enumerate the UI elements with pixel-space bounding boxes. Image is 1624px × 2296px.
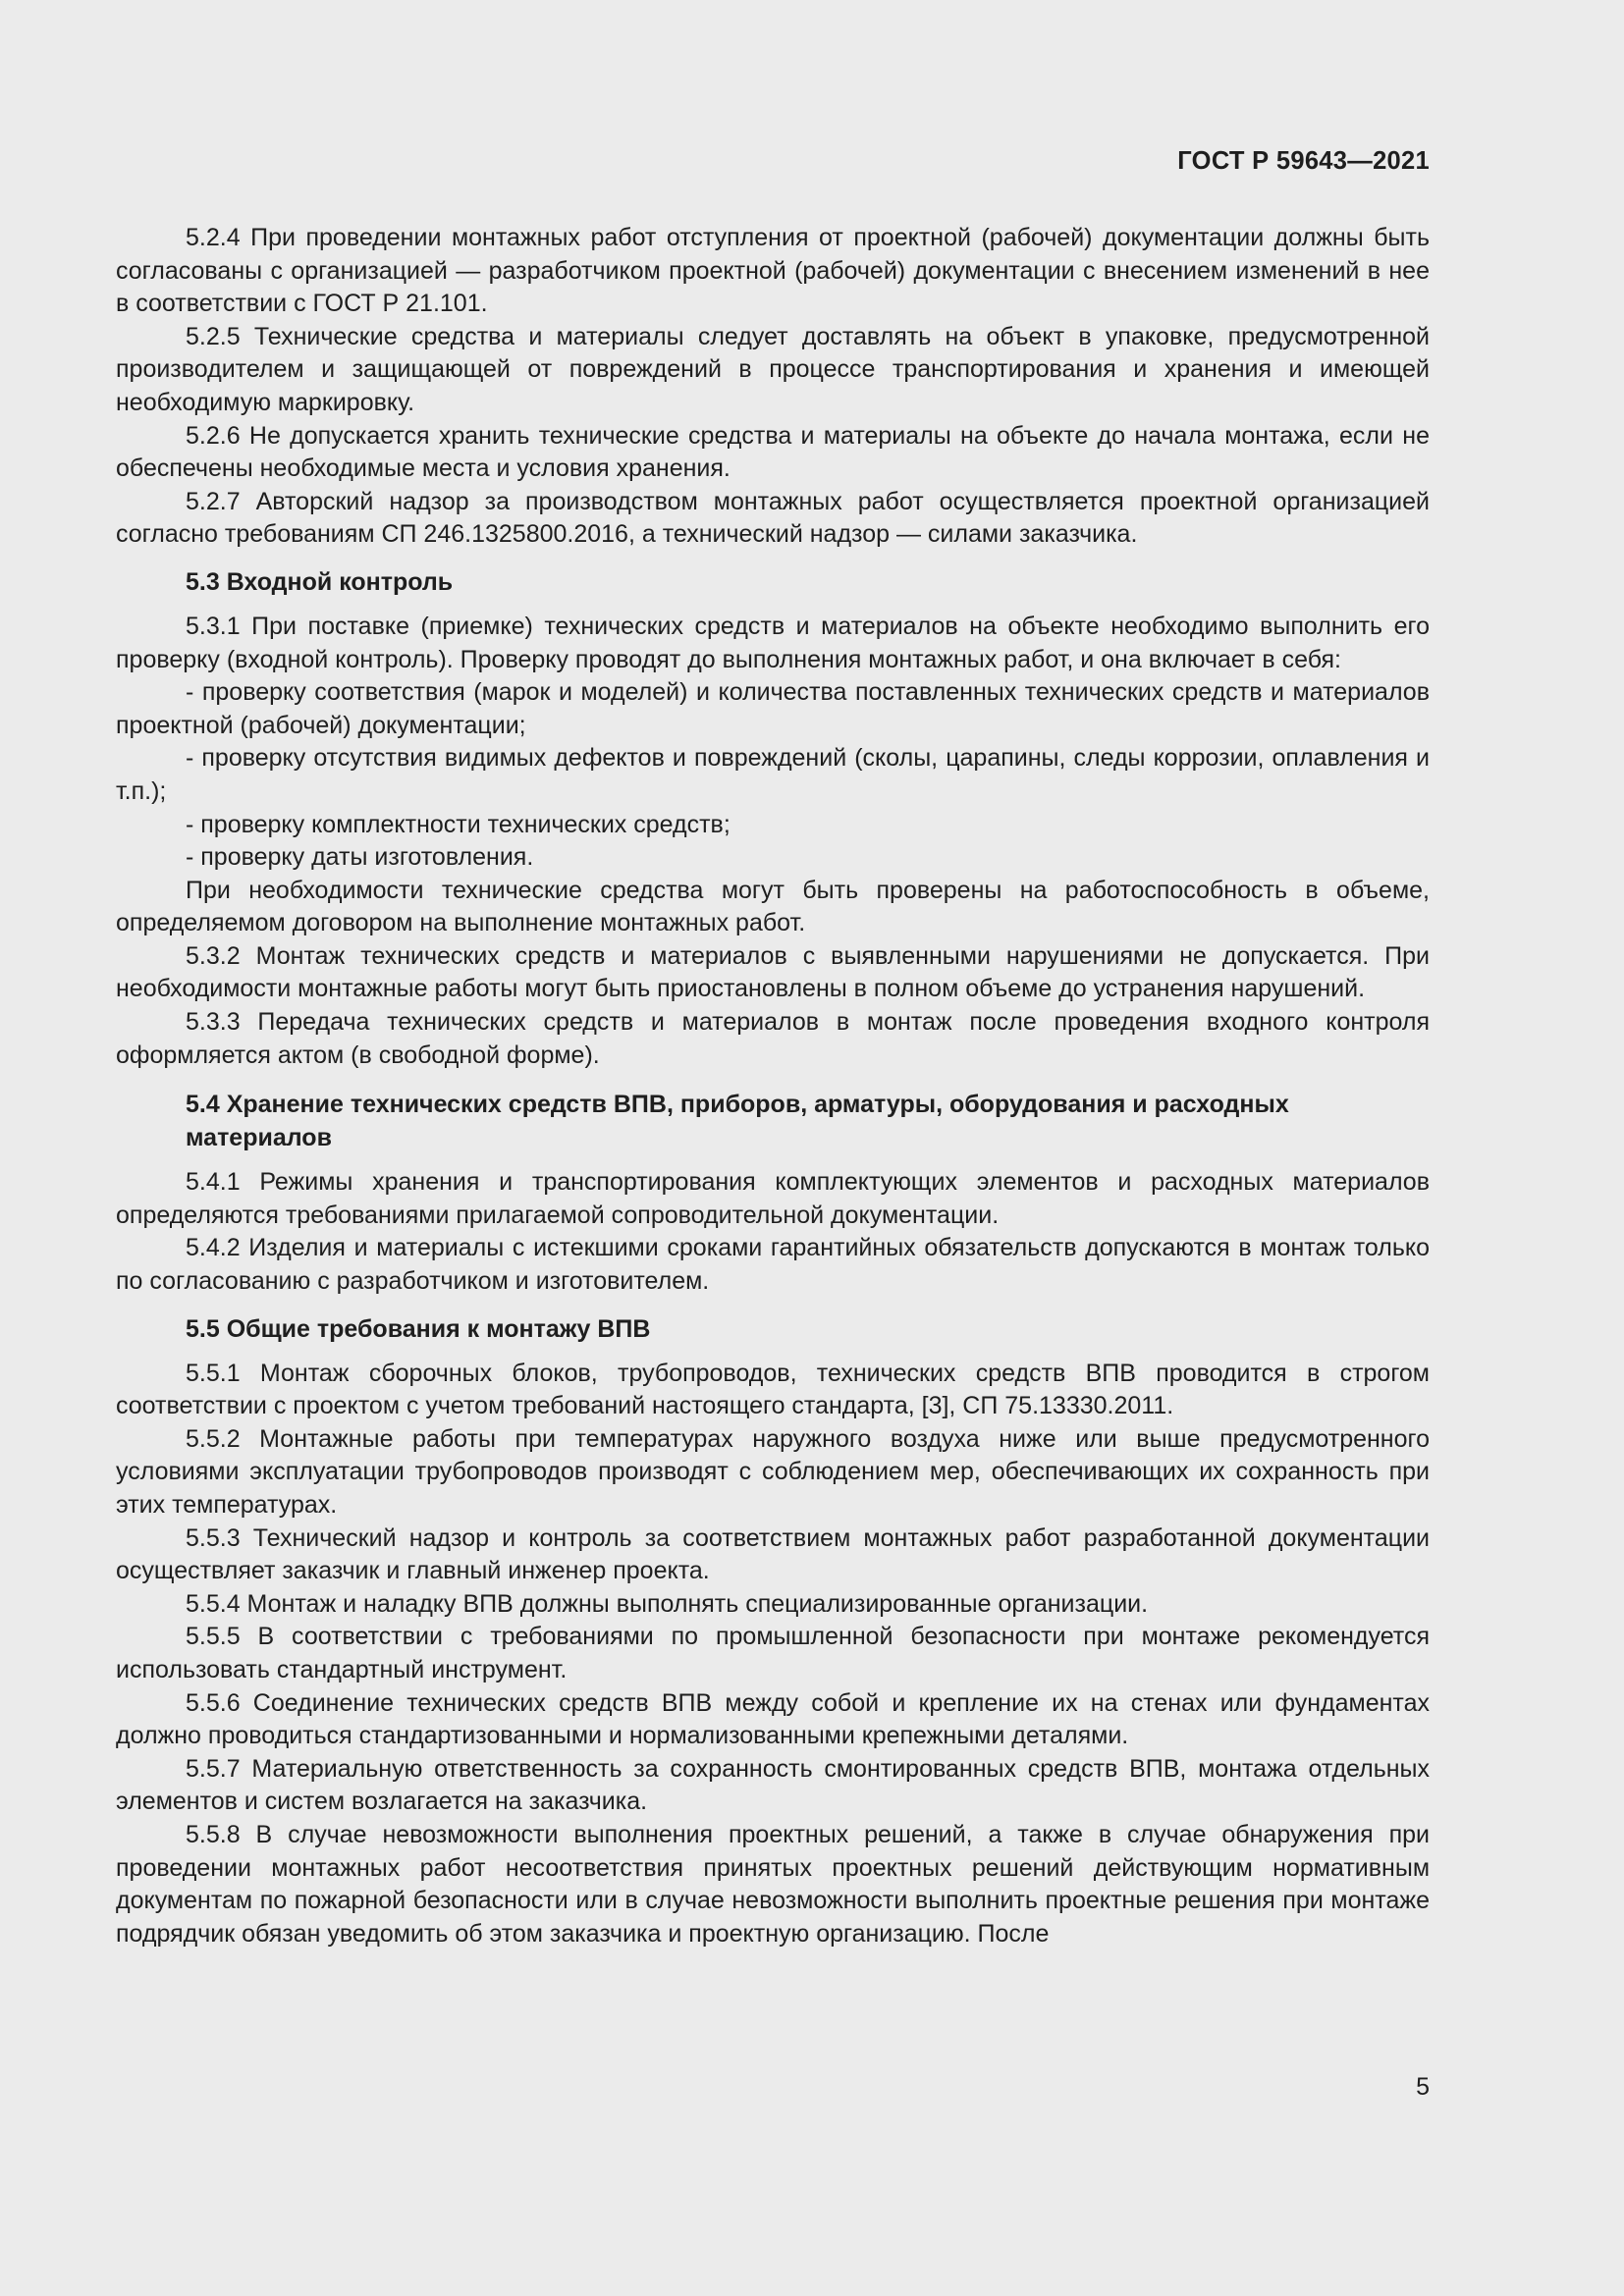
standard-designation: ГОСТ Р 59643—2021 <box>1177 147 1430 175</box>
clause-5-4-2: 5.4.2 Изделия и материалы с истекшими сроками гарантийных обязательств допускаются в монтаж только по согласованию с разработчиком и изготовителем. <box>116 1234 1430 1296</box>
clause-5-5-4: 5.5.4 Монтаж и наладку ВПВ должны выполнять специализированные организации. <box>186 1589 1149 1618</box>
document-page <box>116 0 1430 2296</box>
clause-5-3-3: 5.3.3 Передача технических средств и материалов в монтаж после проведения входного контроля оформляется актом (в свободной форме). <box>116 1008 1430 1069</box>
section-heading-5-3: 5.3 Входной контроль <box>186 567 454 596</box>
clause-5-3-2: 5.3.2 Монтаж технических средств и материалов с выявленными нарушениями не допускается. При необходимости монтажные работы могут быть приостановлены в полном объеме до устранения нарушений. <box>116 941 1430 1003</box>
clause-5-3-1-note: При необходимости технические средства могут быть проверены на работоспособность в объеме, определяемом договором на выполнение монтажных работ. <box>116 876 1430 937</box>
clause-5-5-5: 5.5.5 В соответствии с требованиями по промышленной безопасности при монтаже рекомендуется использовать стандартный инструмент. <box>116 1623 1430 1683</box>
page-number: 5 <box>1416 2073 1430 2101</box>
clause-5-2-6: 5.2.6 Не допускается хранить технические средства и материалы на объекте до начала монтажа, если не обеспечены необходимые места и условия хранения. <box>116 421 1430 483</box>
clause-5-5-6: 5.5.6 Соединение технических средств ВПВ между собой и крепление их на стенах или фундаментах должно проводиться стандартизованными и нормализованными крепежными деталями. <box>116 1688 1430 1750</box>
clause-5-2-5: 5.2.5 Технические средства и материалы следует доставлять на объект в упаковке, предусмотренной производителем и защищающей от повреждений в процессе транспортирования и хранения и имеющей необходимую маркировку. <box>116 322 1430 416</box>
clause-5-5-8: 5.5.8 В случае невозможности выполнения проектных решений, а также в случае обнаружения при проведении монтажных работ несоответствия принятых проектных решений действующим нормативным документам по пожарной безопасности или в случае невозможности выполнить проектные решения при монтаже подрядчик обязан уведомить об этом заказчика и проектную организацию. После <box>116 1820 1430 1948</box>
clause-5-4-1: 5.4.1 Режимы хранения и транспортирования комплектующих элементов и расходных материалов определяются требованиями прилагаемой сопроводительной документации. <box>116 1168 1430 1229</box>
list-item: - проверку отсутствия видимых дефектов и повреждений (сколы, царапины, следы коррозии, оплавления и т.п.); <box>116 744 1430 805</box>
clause-5-5-1: 5.5.1 Монтаж сборочных блоков, трубопроводов, технических средств ВПВ проводится в строгом соответствии с проектом с учетом требований настоящего стандарта, [3], СП 75.13330.2011. <box>116 1359 1430 1420</box>
list-item: - проверку комплектности технических средств; <box>186 810 731 838</box>
list-item: - проверку даты изготовления. <box>186 843 534 872</box>
document-body <box>116 222 1430 1950</box>
clause-5-2-4: 5.2.4 При проведении монтажных работ отступления от проектной (рабочей) документации должны быть согласованы с организацией — разработчиком проектной (рабочей) документации с внесением изменений в нее в соответствии с ГОСТ Р 21.101. <box>116 224 1430 318</box>
clause-5-3-1: 5.3.1 При поставке (приемке) технических средств и материалов на объекте необходимо выполнить его проверку (входной контроль). Проверку проводят до выполнения монтажных работ, и она включает в себя: <box>116 612 1430 673</box>
clause-5-5-7: 5.5.7 Материальную ответственность за сохранность смонтированных средств ВПВ, монтажа отдельных элементов и систем возлагается на заказчика. <box>116 1754 1430 1816</box>
clause-5-5-2: 5.5.2 Монтажные работы при температурах наружного воздуха ниже или выше предусмотренного условиями эксплуатации трубопроводов производят с соблюдением мер, обеспечивающих их сохранность при этих температурах. <box>116 1424 1430 1519</box>
clause-5-2-7: 5.2.7 Авторский надзор за производством монтажных работ осуществляется проектной организацией согласно требованиям СП 246.1325800.2016, а технический надзор — силами заказчика. <box>116 487 1430 549</box>
clause-5-5-3: 5.5.3 Технический надзор и контроль за соответствием монтажных работ разработанной документации осуществляет заказчик и главный инженер проекта. <box>116 1523 1430 1585</box>
section-heading-5-4: 5.4 Хранение технических средств ВПВ, приборов, арматуры, оборудования и расходных материалов <box>186 1091 1289 1152</box>
section-heading-5-5: 5.5 Общие требования к монтажу ВПВ <box>186 1314 651 1343</box>
list-item: - проверку соответствия (марок и моделей) и количества поставленных технических средств и материалов проектной (рабочей) документации; <box>116 678 1430 739</box>
